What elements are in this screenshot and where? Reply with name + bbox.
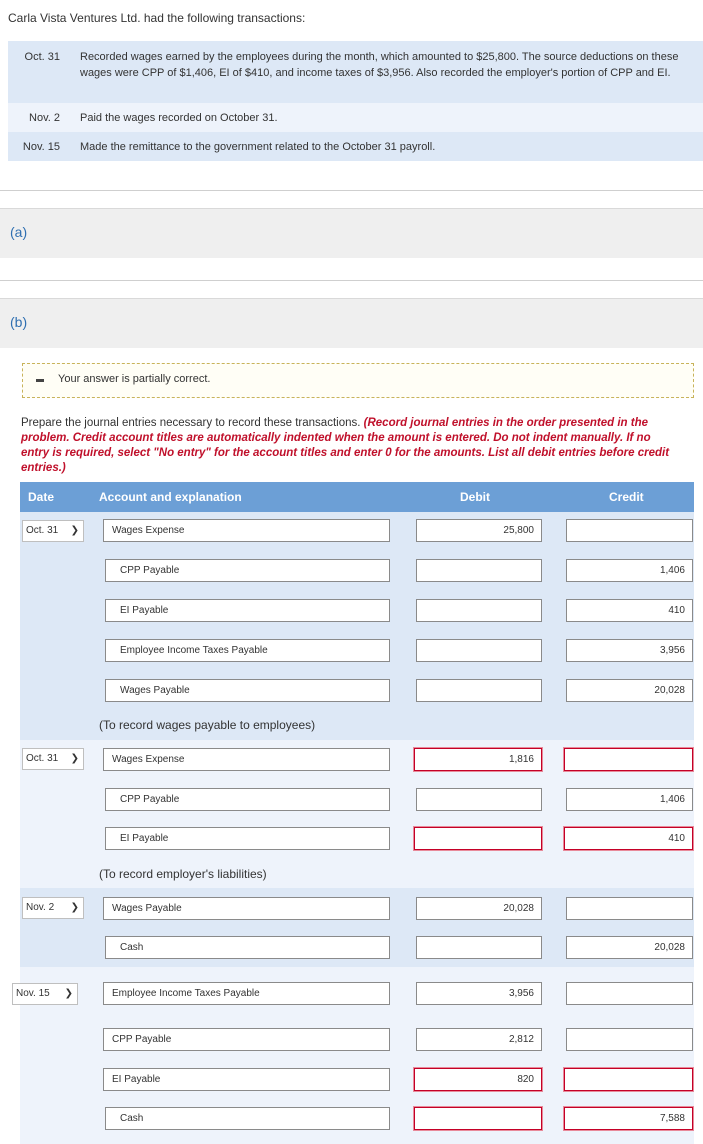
transaction-description: Recorded wages earned by the employees during the month, which amounted to $25,800. The source deductions on these wages were CPP of $1,406, EI of $410, and income taxes of $3,956. Also recorded the employer's portion of CPP and EI. — [80, 51, 679, 79]
transaction-row — [8, 103, 703, 132]
account-field[interactable]: Cash — [105, 1107, 390, 1130]
header-credit: Credit — [609, 490, 644, 504]
debit-field[interactable]: 3,956 — [416, 982, 542, 1005]
debit-field[interactable] — [414, 827, 542, 850]
account-field[interactable]: Employee Income Taxes Payable — [105, 639, 390, 662]
date-select-value: Oct. 31 — [26, 753, 59, 764]
transaction-description: Made the remittance to the government related to the October 31 payroll. — [80, 141, 436, 153]
account-field[interactable]: Employee Income Taxes Payable — [103, 982, 390, 1005]
chevron-down-icon: ❯ — [70, 902, 79, 913]
partially-correct-notice — [22, 363, 694, 398]
part-b-label: (b) — [10, 314, 28, 330]
transaction-row — [8, 132, 703, 161]
credit-field[interactable] — [564, 1068, 693, 1091]
transaction-row — [8, 41, 703, 103]
notice-text: Your answer is partially correct. — [58, 373, 211, 385]
debit-field[interactable]: 2,812 — [416, 1028, 542, 1051]
debit-field[interactable]: 25,800 — [416, 519, 542, 542]
journal-table-header — [20, 482, 694, 512]
account-field[interactable]: Wages Payable — [105, 679, 390, 702]
header-date: Date — [28, 490, 55, 504]
part-a-label: (a) — [10, 224, 28, 240]
entry-explanation: (To record wages payable to employees) — [99, 718, 316, 732]
date-select[interactable] — [12, 983, 78, 1005]
account-field[interactable]: Wages Expense — [103, 748, 390, 771]
credit-field[interactable]: 410 — [566, 599, 693, 622]
chevron-down-icon: ❯ — [70, 753, 79, 764]
debit-field[interactable] — [416, 559, 542, 582]
date-select-value: Nov. 15 — [16, 988, 50, 999]
chevron-down-icon: ❯ — [64, 988, 73, 999]
instructions — [21, 416, 681, 476]
account-field[interactable]: CPP Payable — [103, 1028, 390, 1051]
date-select[interactable] — [22, 897, 84, 919]
part-b-section[interactable] — [0, 298, 703, 348]
header-debit: Debit — [460, 490, 490, 504]
debit-field[interactable]: 1,816 — [414, 748, 542, 771]
credit-field[interactable] — [566, 982, 693, 1005]
credit-field[interactable]: 410 — [564, 827, 693, 850]
divider — [0, 190, 703, 191]
credit-field[interactable] — [566, 519, 693, 542]
credit-field[interactable] — [566, 1028, 693, 1051]
debit-field[interactable] — [416, 936, 542, 959]
account-field[interactable]: CPP Payable — [105, 559, 390, 582]
credit-field[interactable] — [566, 897, 693, 920]
account-field[interactable]: Wages Expense — [103, 519, 390, 542]
date-select[interactable] — [22, 520, 84, 542]
transaction-date: Nov. 2 — [29, 112, 60, 124]
debit-field[interactable] — [416, 679, 542, 702]
date-select-value: Oct. 31 — [26, 525, 59, 536]
credit-field[interactable]: 1,406 — [566, 559, 693, 582]
divider — [0, 280, 703, 281]
account-field[interactable]: EI Payable — [105, 827, 390, 850]
intro-text: Carla Vista Ventures Ltd. had the following transactions: — [8, 11, 306, 25]
account-field[interactable]: CPP Payable — [105, 788, 390, 811]
debit-field[interactable]: 820 — [414, 1068, 542, 1091]
credit-field[interactable] — [564, 748, 693, 771]
chevron-down-icon: ❯ — [70, 525, 79, 536]
account-field[interactable]: EI Payable — [105, 599, 390, 622]
debit-field[interactable] — [416, 788, 542, 811]
date-select[interactable] — [22, 748, 84, 770]
minus-icon — [36, 379, 44, 382]
credit-field[interactable]: 20,028 — [566, 679, 693, 702]
journal-entry-1 — [20, 512, 694, 740]
instructions-text: Prepare the journal entries necessary to record these transactions. — [21, 417, 361, 429]
debit-field[interactable] — [416, 599, 542, 622]
transaction-date: Nov. 15 — [22, 141, 60, 153]
credit-field[interactable]: 1,406 — [566, 788, 693, 811]
transaction-date: Oct. 31 — [24, 51, 60, 63]
part-a-section[interactable] — [0, 208, 703, 258]
debit-field[interactable]: 20,028 — [416, 897, 542, 920]
account-field[interactable]: Cash — [105, 936, 390, 959]
header-account: Account and explanation — [99, 490, 242, 504]
debit-field[interactable] — [414, 1107, 542, 1130]
debit-field[interactable] — [416, 639, 542, 662]
account-field[interactable]: EI Payable — [103, 1068, 390, 1091]
credit-field[interactable]: 7,588 — [564, 1107, 693, 1130]
account-field[interactable]: Wages Payable — [103, 897, 390, 920]
transaction-description: Paid the wages recorded on October 31. — [80, 112, 278, 124]
credit-field[interactable]: 20,028 — [566, 936, 693, 959]
date-select-value: Nov. 2 — [26, 902, 55, 913]
credit-field[interactable]: 3,956 — [566, 639, 693, 662]
entry-explanation: (To record employer's liabilities) — [99, 867, 267, 881]
instructions-emphasis: (Record journal entries in the order presented in the problem. Credit account titles are automatically indented when the amount is entered. Do not indent manually. If no entry is required, select "No entry" for the account titles and enter 0 for the amounts. List all debit entries before credit entries.) — [21, 417, 670, 474]
